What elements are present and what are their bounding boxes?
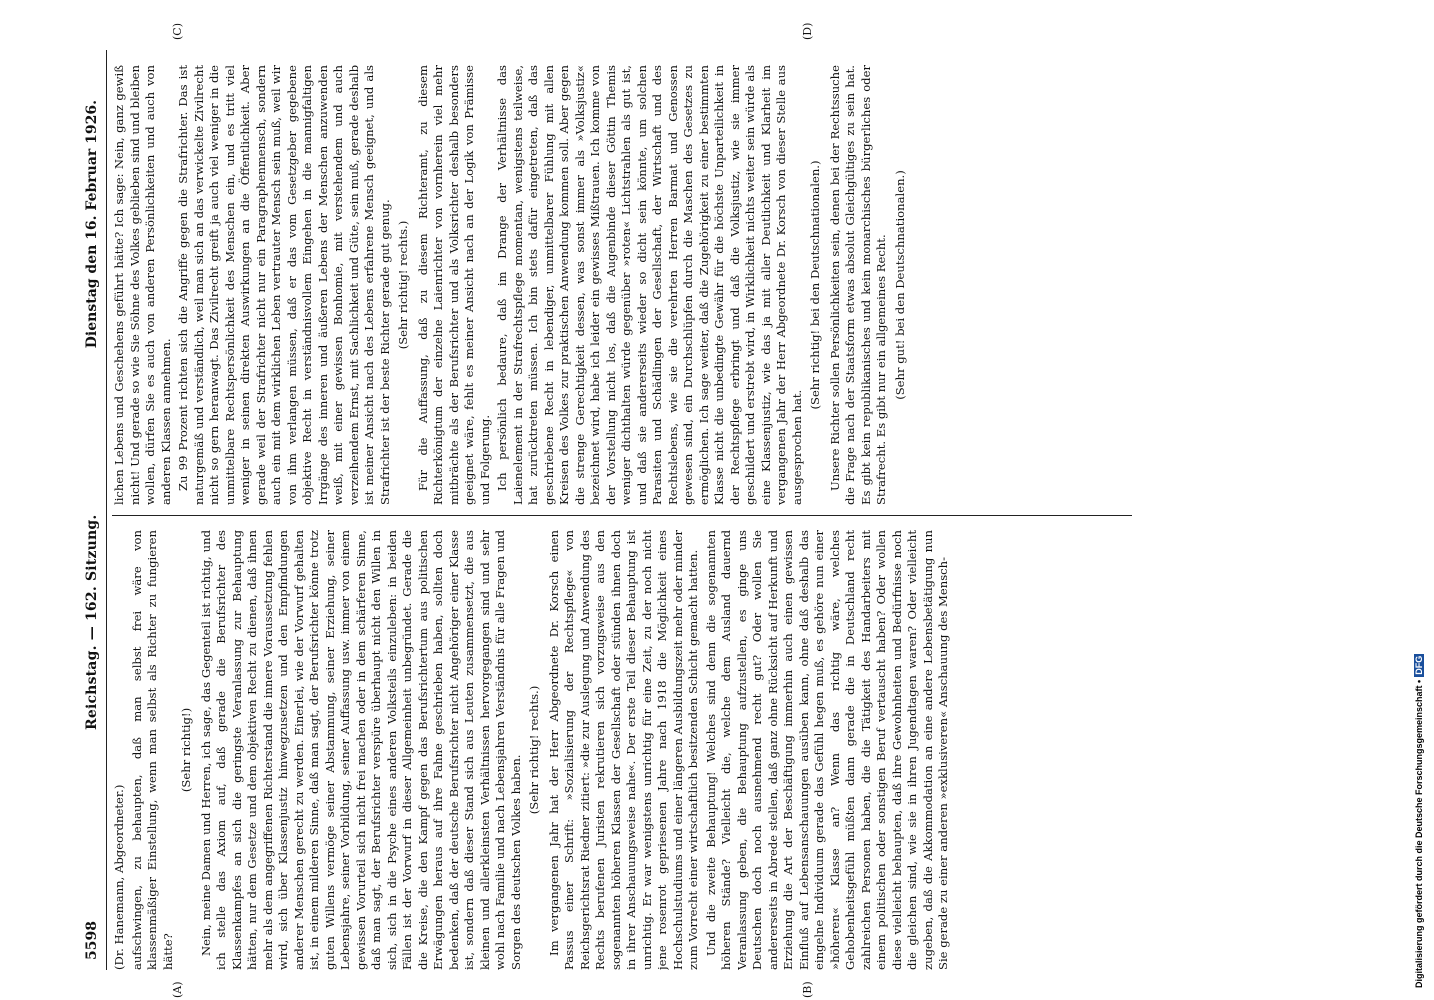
paragraph: Zu 99 Prozent richten sich die Angriffe gegen die Strafrichter. Das ist naturgemäß und verständlich, weil man sich an das verwickelte Zivilrecht nicht so gern heranwagt. Das Zivilrecht greift ja auch viel weniger in die unmittelbare Rechtspersönlichkeit des Menschen ein, und es tritt viel weniger in seinen direkten Auswirkungen an die Öffentlichkeit. Aber gerade weil der Strafrichter nicht nur ein Paragraphenmensch, sondern auch ein mit dem wirklichen Leben vertrauter Mensch sein muß, weil wir von ihm verlangen müssen, daß er das vom Gesetzgeber gegebene objektive Recht in verständnisvollem Eingehen in die mannigfaltigen Irrgänge des inneren und äußeren Lebens der Menschen anzuwenden weiß, mit einer gewissen Bonhomie, mit verstehendem und auch verzeihendem Ernst, mit Sachlichkeit und Güte, sein muß, gerade deshalb ist meiner Ansicht nach des Lebens erfahrene Mensch geeignet, und als Strafrichter ist der beste Richter gerade gut genug. xyxy=(176,65,392,505)
paragraph: lichen Lebens und Geschehens geführt hätte? Ich sage: Nein, ganz gewiß nicht! Und gerade so wie Sie Söhne des Volkes geblieben sind und bleiben wollen, dürfen Sie es auch von anderen Persönlichkeiten und auch von anderen Klassen annehmen. xyxy=(112,65,173,505)
margin-marker-b: (B) xyxy=(801,981,814,998)
speaker-line: (Dr. Hanemann, Abgeordneter.) xyxy=(112,784,126,970)
margin-marker-a: (A) xyxy=(171,981,184,998)
interjection: (Sehr richtig!) xyxy=(179,707,193,793)
interjection: (Sehr richtig! rechts.) xyxy=(396,220,410,350)
session-title: Reichstag. — 162. Sitzung. xyxy=(84,514,101,730)
right-column xyxy=(112,65,1342,505)
paragraph: Nein, meine Damen und Herren, ich sage, das Gegenteil ist richtig, und ich stelle das Axiom auf, daß gerade die Berufsrichter des Klassenkampfes an sich die geringste Veranlassung zur Behauptung hätten, nur dem Gesetze und dem objektiven Recht zu dienen, daß ihnen mehr als dem angegriffenen Richterstand die innere Voraussetzung fehlen wird, sich über Klassenjustiz hinwegzusetzen und den Empfindungen anderer Menschen gerecht zu werden. Einerlei, wie der Vorwurf gehalten ist, in einem milderen Sinne, daß man sagt, der Berufsrichter könne trotz guten Willens vermöge seiner Abstammung, seiner Erziehung, seiner Lebensjahre, seiner Vorbildung, seiner Auffassung usw. immer von einem gewissen Vorurteil sich nicht frei machen oder in dem schärferen Sinne, daß man sagt, der Berufsrichter verspüre überhaupt nicht den Willen in sich, sich in die Psyche eines anderen Volksteils einzuleben: in beiden Fällen ist der Vorwurf in dieser Allgemeinheit unbegründet. Gerade die die Kreise, die den Kampf gegen das Berufsrichtertum aus politischen Erwägungen heraus auf ihre Fahne geschrieben haben, sollten doch bedenken, daß der deutsche Berufsrichter nicht Angehöriger einer Klasse ist, sondern daß dieser Stand sich aus Leuten zusammensetzt, die aus kleinen und allerkleinsten Verhältnissen hervorgegangen sind und sehr wohl nach Familie und nach Lebensjahren Verständnis für alle Fragen und Sorgen des deutschen Volkes haben. xyxy=(198,530,523,970)
interjection: (Sehr richtig! rechts.) xyxy=(527,685,541,815)
left-column xyxy=(112,530,1342,970)
column-divider xyxy=(112,515,1132,516)
paragraph: Im vergangenen Jahr hat der Herr Abgeordnete Dr. Korsch einen Passus einer Schrift: »Sozialisierung der Rechtspflege« von Reichsgerichtsrat Riedner zitiert: »die zur Auslegung und Anwendung des Rechts berufenen Juristen rekrutieren sich vorzugsweise aus den sogenannten höheren Klassen der Gesellschaft oder stünden ihnen doch in ihrer Anschauungsweise nahe«. Der erste Teil dieser Behauptung ist unrichtig. Er war wenigstens unrichtig für eine Zeit, zu der noch nicht jene rosenrot gepriesenen Jahre nach 1918 die Möglichkeit eines Hochschulstudiums und einer längeren Ausbildungszeit mehr oder minder zum Vorrecht einer wirtschaftlich besitzenden Schicht gemacht hatten. xyxy=(546,530,700,970)
page-number: 5598 xyxy=(84,921,101,960)
margin-marker-c: (C) xyxy=(171,23,184,40)
credit-text: Digitalisierung gefördert durch die Deutsche Forschungsgemeinschaft • xyxy=(1414,679,1424,988)
interjection: (Sehr gut! bei den Deutschnationalen.) xyxy=(892,170,907,400)
paragraph: Und die zweite Behauptung! Welches sind denn die sogenannten höheren Stände? Vielleicht die, welche dem Ausland dauernd Veranlassung geben, die Behauptung aufzustellen, es ginge uns Deutschen doch noch ausnehmend recht gut? Oder wollen Sie andererseits in Abrede stellen, daß ganz ohne Rücksicht auf Herkunft und Erziehung die Art der Beschäftigung immerhin auch einen gewissen Einfluß auf Lebensanschauungen ausüben kann, ohne daß deshalb das eingelne Individuum gerade das Gefühl hegen muß, es gehöre nun einer »höheren« Klasse an? Wenn das richtig wäre, welches Gehobenheitsgefühl müßten dann gerade die in Deutschland recht zahlreichen Personen haben, die die Tätigkeit des Handarbeiters mit einem politischen oder sonstigen Beruf vertauscht haben? Oder wollen diese vielleicht behaupten, daß ihre Gewohnheiten und Bedürfnisse noch die gleichen sind, wie sie in ihren Jugendtagen waren? Oder vielleicht zugeben, daß die Akkommodation an eine andere Lebensbetätigung nun Sie gerade zu einer anderen »exklusiveren« Anschauung des Mensch- xyxy=(703,530,950,970)
paragraph: Für die Auffassung, daß zu diesem Richteramt, zu diesem Richterkönigtum der einzelne Laienrichter von vornherein viel mehr mitbrächte als der Berufsrichter und als Volksrichter deshalb besonders geeignet wäre, fehlt es meiner Ansicht nach an der Logik von Prämisse und Folgerung. xyxy=(415,65,492,505)
session-date: Dienstag den 16. Februar 1926. xyxy=(84,100,101,349)
dfg-logo: DFG xyxy=(1414,655,1424,675)
page-header xyxy=(80,40,106,960)
header-rule xyxy=(106,50,107,970)
paragraph: aufschwingen, zu behaupten, daß man selbst frei wäre von klassenmäßiger Einstellung, wenn man selbst als Richter zu fungieren hätte? xyxy=(129,530,175,970)
margin-marker-d: (D) xyxy=(801,22,814,40)
paragraph: Ich persönlich bedaure, daß im Drange der Verhältnisse das Laienelement in der Strafrechtspflege momentan, wenigstens teilweise, hat zurücktreten müssen. Ich bin stets dafür eingetreten, daß das geschriebene Recht in lebendiger, unmittelbarer Fühlung mit allen Kreisen des Volkes zur praktischen Anwendung kommen soll. Aber gegen die strenge Gerechtigkeit dessen, was sonst immer als »Volksjustiz« bezeichnet wird, habe ich leider ein gewisses Mißtrauen. Ich komme von der Vorstellung nicht los, daß die Augenbinde dieser Göttin Themis weniger dichthalten würde gegenüber »roten« Lichtstrahlen als gut ist, und daß sie andererseits wieder so dicht sein könnte, um solchen Parasiten und Schädlingen der Gesellschaft, der Wirtschaft und des Rechtslebens, wie sie die verehrten Herren Barmat und Genossen gewesen sind, ein Durchschlüpfen durch die Maschen des Gesetzes zu ermöglichen. Ich sage weiter, daß die Zugehörigkeit zu einer bestimmten Klasse nicht die unbedingte Gewähr für die höchste Unparteilichkeit in der Rechtspflege erbringt und daß die Volksjustiz, wie sie immer geschildert und erstrebt wird, in Wirklichkeit nichts weiter sein würde als eine Klassenjustiz, wie das ja mit aller Deutlichkeit und Klarheit im vergangenen Jahr der Herr Abgeordnete Dr. Korsch von dieser Stelle aus ausgesprochen hat. xyxy=(495,65,804,505)
rotated-document-page xyxy=(80,0,1390,1000)
paragraph: Unsere Richter sollen Persönlichkeiten sein, denen bei der Rechtssuche die Frage nach der Staatsform etwas absolut Gleichgültiges zu sein hat. Es gibt kein republikanisches und kein monarchisches bürgerliches oder Strafrecht. Es gibt nur ein allgemeines Recht. xyxy=(827,65,888,505)
interjection: (Sehr richtig! bei den Deutschnationalen.) xyxy=(808,160,822,410)
digitization-credit xyxy=(1414,8,1428,988)
